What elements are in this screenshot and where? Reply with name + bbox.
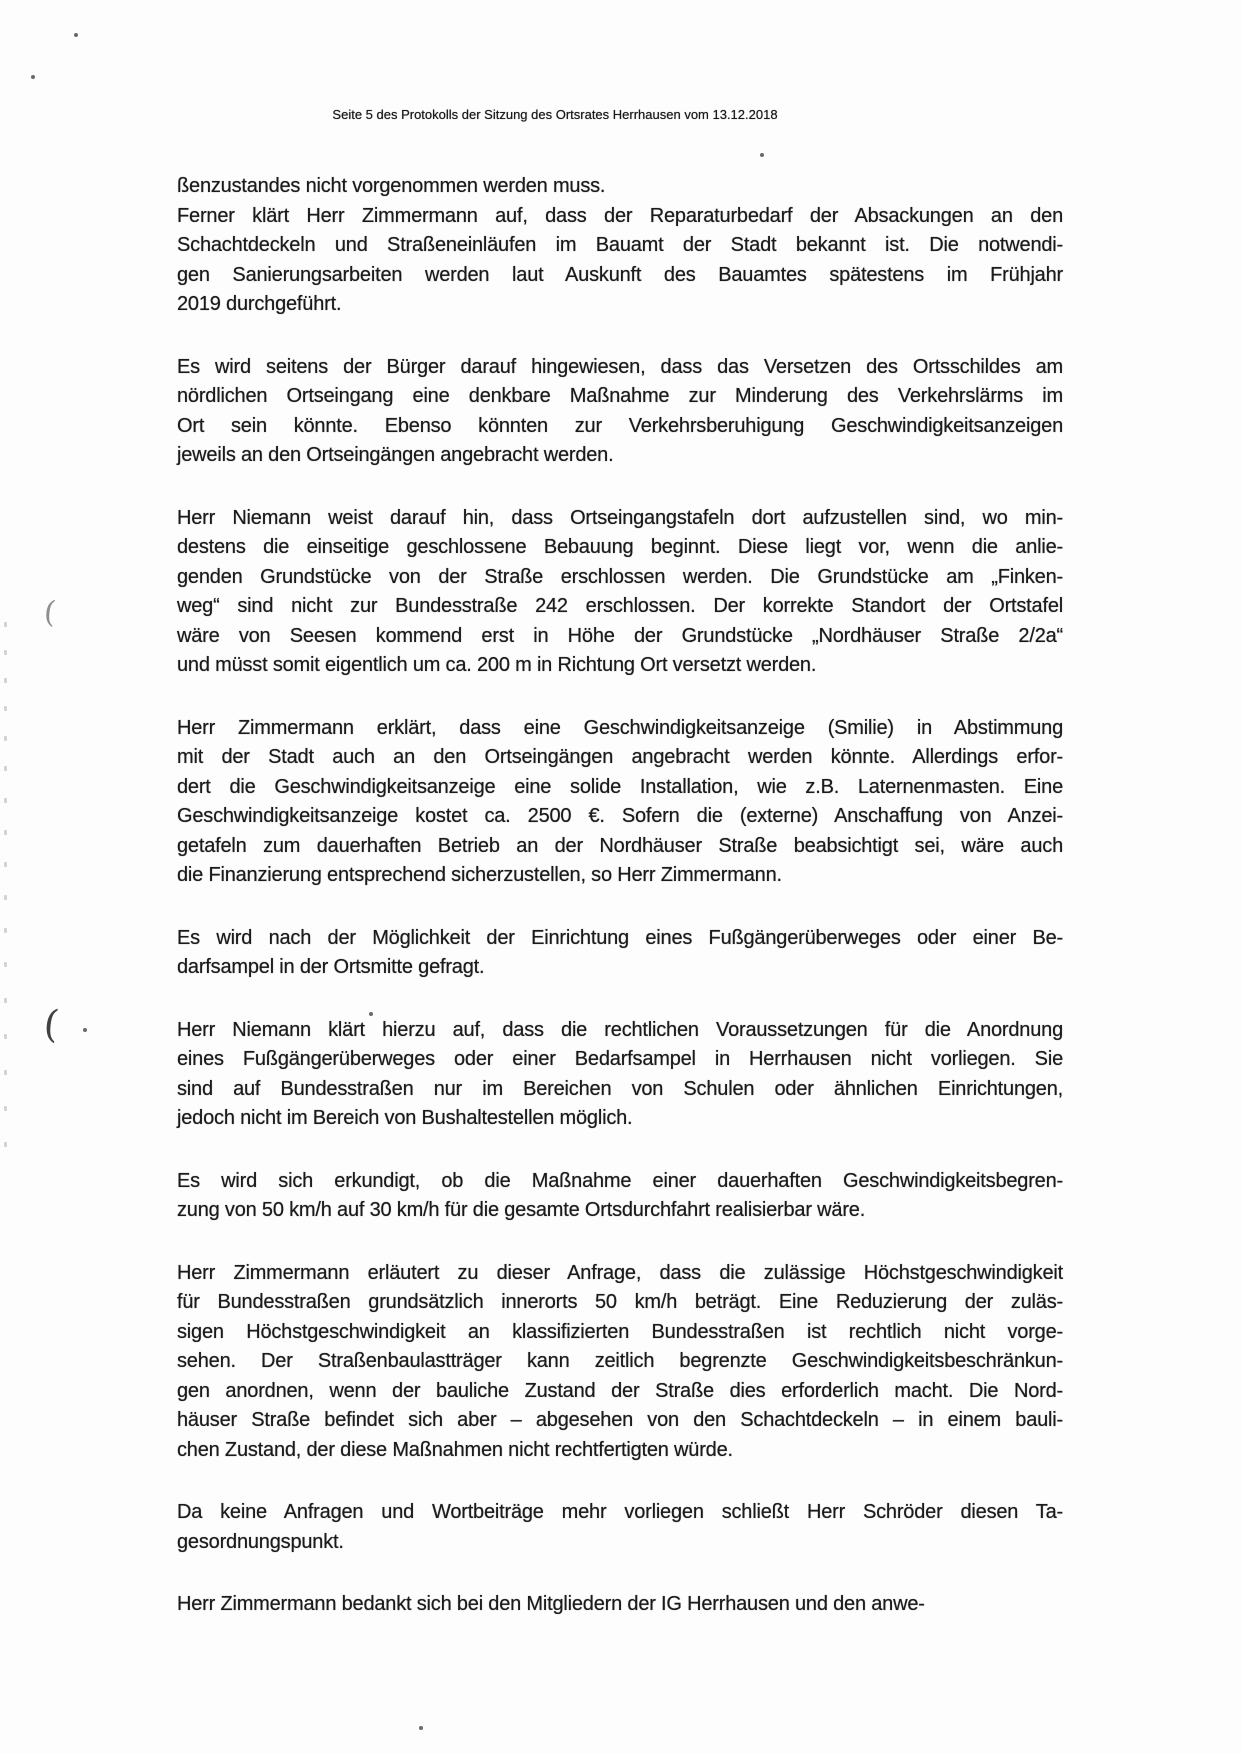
paragraph <box>177 172 1063 202</box>
scan-edge-dash <box>4 830 7 835</box>
paragraph <box>177 1259 1063 1466</box>
text-line: eines Fußgängerüberweges oder einer Bedarfsampel in Herrhausen nicht vorliegen. Sie <box>177 1048 1063 1070</box>
text-line: Ferner klärt Herr Zimmermann auf, dass der Reparaturbedarf der Absackungen an den <box>177 204 1063 227</box>
scan-edge-dash <box>4 706 7 711</box>
text-line: jedoch nicht im Bereich von Bushaltestellen möglich. <box>177 1107 633 1129</box>
text-line: getafeln zum dauerhaften Betrieb an der Nordhäuser Straße beabsichtigt sei, wäre auch <box>177 834 1063 857</box>
text-line: Es wird sich erkundigt, ob die Maßnahme einer dauerhaften Geschwindigkeitsbegren- <box>177 1169 1063 1192</box>
scan-speck <box>83 1028 87 1032</box>
text-line: wäre von Seesen kommend erst in Höhe der Grundstücke „Nordhäuser Straße 2/2a“ <box>177 624 1063 647</box>
text-line: häuser Straße befindet sich aber – abgesehen von den Schachtdeckeln – in einem bauli- <box>177 1409 1063 1431</box>
scan-edge-dash <box>4 678 7 683</box>
text-line: gen anordnen, wenn der bauliche Zustand der Straße dies erforderlich macht. Die Nord- <box>177 1379 1063 1402</box>
paragraph <box>177 1590 1063 1620</box>
text-line: 2019 durchgeführt. <box>177 293 342 315</box>
text-line: nördlichen Ortseingang eine denkbare Maßnahme zur Minderung des Verkehrslärms im <box>177 385 1063 407</box>
text-line: darfsampel in der Ortsmitte gefragt. <box>177 956 485 978</box>
paragraph <box>177 353 1063 471</box>
scan-edge-dash <box>4 895 7 900</box>
text-line: Herr Zimmermann erläutert zu dieser Anfrage, dass die zulässige Höchstgeschwindigkeit <box>177 1261 1063 1284</box>
text-line: sigen Höchstgeschwindigkeit an klassifizierten Bundesstraßen ist rechtlich nicht vorge- <box>177 1320 1063 1343</box>
text-line: weg“ sind nicht zur Bundesstraße 242 erschlossen. Der korrekte Standort der Ortstafel <box>177 595 1063 617</box>
paragraph <box>177 1167 1063 1226</box>
text-line: sind auf Bundesstraßen nur im Bereichen von Schulen oder ähnlichen Einrichtungen, <box>177 1077 1063 1100</box>
text-line: Es wird seitens der Bürger darauf hingewiesen, dass das Versetzen des Ortsschildes am <box>177 355 1063 378</box>
text-line: gesordnungspunkt. <box>177 1530 344 1553</box>
scan-edge-dash <box>4 962 7 967</box>
scan-edge-dash <box>4 1034 7 1039</box>
text-line: Herr Zimmermann bedankt sich bei den Mitgliedern der IG Herrhausen und den anwe- <box>177 1593 925 1615</box>
scan-edge-dash <box>4 998 7 1003</box>
text-line: Es wird nach der Möglichkeit der Einrichtung eines Fußgängerüberweges oder einer Be- <box>177 926 1063 949</box>
scan-edge-dash <box>4 1106 7 1111</box>
scan-edge-dash <box>4 928 7 933</box>
scan-edge-dash <box>4 736 7 741</box>
text-line: genden Grundstücke von der Straße erschlossen werden. Die Grundstücke am „Finken- <box>177 565 1063 588</box>
text-line: sehen. Der Straßenbaulastträger kann zeitlich begrenzte Geschwindigkeitsbeschränkun- <box>177 1350 1063 1372</box>
scan-edge-dash <box>4 1070 7 1075</box>
text-line: Schachtdeckeln und Straßeneinläufen im Bauamt der Stadt bekannt ist. Die notwendi- <box>177 234 1063 256</box>
scan-edge-dash <box>4 1142 7 1147</box>
text-line: Geschwindigkeitsanzeige kostet ca. 2500 €. Sofern die (externe) Anschaffung von Anzei- <box>177 805 1063 827</box>
scan-paren-mark: ( <box>42 594 58 631</box>
paragraph <box>177 202 1063 320</box>
scan-speck <box>74 33 78 37</box>
text-line: zung von 50 km/h auf 30 km/h für die gesamte Ortsdurchfahrt realisierbar wäre. <box>177 1199 866 1221</box>
scan-edge-dash <box>4 798 7 803</box>
text-line: Da keine Anfragen und Wortbeiträge mehr vorliegen schließt Herr Schröder diesen Ta- <box>177 1501 1063 1523</box>
paragraph <box>177 504 1063 681</box>
scan-speck <box>419 1726 423 1730</box>
text-line: jeweils an den Ortseingängen angebracht werden. <box>177 444 614 466</box>
text-line: mit der Stadt auch an den Ortseingängen angebracht werden könnte. Allerdings erfor- <box>177 746 1063 768</box>
text-line: die Finanzierung entsprechend sicherzustellen, so Herr Zimmermann. <box>177 864 782 886</box>
paragraph <box>177 1016 1063 1134</box>
scan-paren-mark: ( <box>41 1001 62 1047</box>
scan-speck <box>760 153 764 157</box>
scan-edge-dash <box>4 650 7 655</box>
text-line: und müsst somit eigentlich um ca. 200 m in Richtung Ort versetzt werden. <box>177 654 817 676</box>
paragraph <box>177 714 1063 891</box>
text-line: destens die einseitige geschlossene Bebauung beginnt. Diese liegt vor, wenn die anlie- <box>177 536 1063 558</box>
scan-speck <box>369 1012 373 1016</box>
text-line: chen Zustand, der diese Maßnahmen nicht rechtfertigten würde. <box>177 1438 733 1461</box>
scan-speck <box>31 75 35 79</box>
scan-edge-dash <box>4 766 7 771</box>
text-line: dert die Geschwindigkeitsanzeige eine solide Installation, wie z.B. Laternenmasten. Eine <box>177 775 1063 798</box>
scan-edge-dash <box>4 862 7 867</box>
text-line: Herr Niemann klärt hierzu auf, dass die rechtlichen Voraussetzungen für die Anordnung <box>177 1018 1063 1041</box>
scan-edge-dash <box>4 622 7 627</box>
text-line: ßenzustandes nicht vorgenommen werden muss. <box>177 175 606 197</box>
paragraph <box>177 1498 1063 1557</box>
text-line: gen Sanierungsarbeiten werden laut Auskunft des Bauamtes spätestens im Frühjahr <box>177 263 1063 286</box>
document-body <box>177 172 1063 1620</box>
text-line: für Bundesstraßen grundsätzlich innerorts 50 km/h beträgt. Eine Reduzierung der zuläs- <box>177 1291 1063 1313</box>
paragraph <box>177 924 1063 983</box>
text-line: Ort sein könnte. Ebenso könnten zur Verkehrsberuhigung Geschwindigkeitsanzeigen <box>177 414 1063 437</box>
text-line: Herr Zimmermann erklärt, dass eine Geschwindigkeitsanzeige (Smilie) in Abstimmung <box>177 716 1063 739</box>
text-line: Herr Niemann weist darauf hin, dass Ortseingangstafeln dort aufzustellen sind, wo min- <box>177 506 1063 529</box>
page-header: Seite 5 des Protokolls der Sitzung des Ortsrates Herrhausen vom 13.12.2018 <box>332 107 778 122</box>
